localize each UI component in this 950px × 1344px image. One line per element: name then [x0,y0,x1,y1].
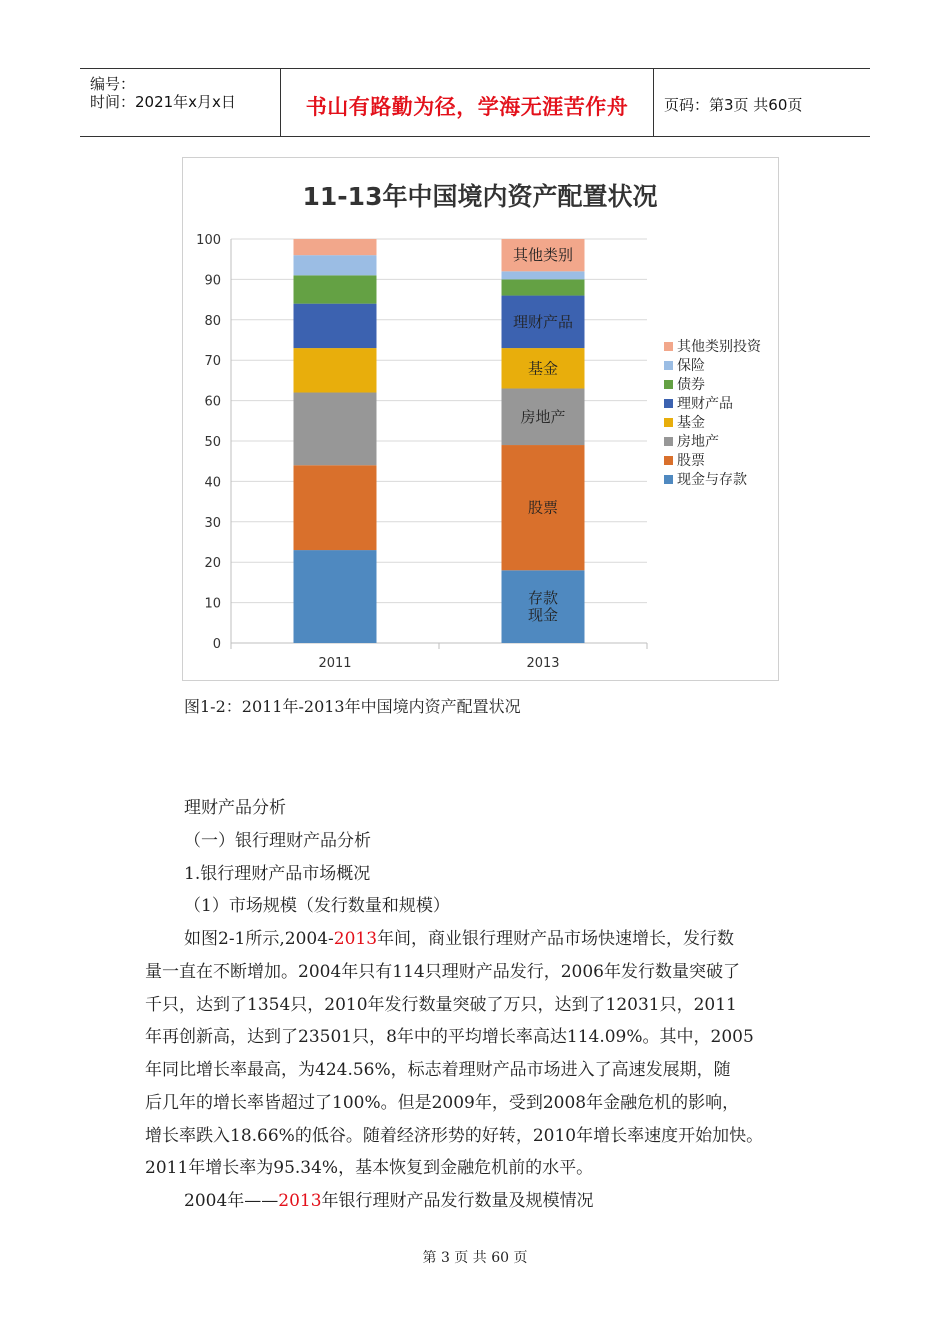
paragraph-line-first [184,924,734,949]
bar-segment-label: 其他类别 [512,246,574,265]
heading-market-scale: （1）市场规模（发行数量和规模） [184,896,450,916]
paragraph-line: 年同比增长率最高，为424.56%，标志着理财产品市场进入了高速发展期，随 [145,1060,731,1080]
y-tick-label: 10 [204,596,221,612]
x-tick-label: 2011 [318,656,352,671]
bar-segment [294,550,377,643]
bar-segment-label: 存款 [527,589,559,608]
y-tick-label: 0 [212,637,221,652]
paragraph-line-first-b: 年间，商业银行理财产品市场快速增长，发行数 [377,929,735,949]
bar-segment-label: 基金 [527,359,559,378]
paragraph-line: 量一直在不断增加。2004年只有114只理财产品发行，2006年发行数量突破了 [145,962,740,982]
paragraph-line: 千只，达到了1354只，2010年发行数量突破了万只，达到了12031只，2011 [145,995,737,1015]
legend-swatch [664,456,673,465]
y-tick-label: 80 [204,313,221,329]
legend-swatch [664,380,673,389]
legend-label: 股票 [677,453,705,469]
legend-swatch [664,418,673,427]
legend-label: 债券 [677,377,705,393]
legend-label: 基金 [677,415,705,431]
legend-swatch [664,399,673,408]
legend-label: 保险 [677,358,705,374]
bar-segment [294,239,377,255]
heading-bank-products: （一）银行理财产品分析 [184,831,371,851]
heading-market-overview: 1.银行理财产品市场概况 [184,864,371,884]
paragraph-line: 2011年增长率为95.34%，基本恢复到金融危机前的水平。 [145,1158,594,1178]
y-tick-label: 50 [204,435,221,450]
legend-label: 房地产 [677,434,719,450]
table-heading-b: 年银行理财产品发行数量及规模情况 [321,1191,594,1211]
bar-segment [502,271,585,279]
paragraph-line: 后几年的增长率皆超过了100%。但是2009年，受到2008年金融危机的影响， [145,1093,740,1113]
y-tick-label: 40 [204,475,221,491]
legend-swatch [664,475,673,484]
y-tick-label: 100 [196,233,221,248]
paragraph-line: 年再创新高，达到了23501只，8年中的平均增长率高达114.09%。其中，2005 [145,1027,754,1047]
y-tick-label: 60 [204,394,221,410]
bar-segment-label: 理财产品 [512,312,574,331]
bar-segment [294,348,377,392]
header-meta-cell [80,69,281,136]
document-number-label: 编号： [90,75,136,93]
legend-label: 其他类别投资 [677,339,761,355]
bar-segment [294,304,377,348]
y-tick-label: 30 [204,515,221,531]
chart-svg [183,158,778,680]
legend-swatch [664,361,673,370]
legend-swatch [664,342,673,351]
legend-swatch [664,437,673,446]
header-motto: 书山有路勤为径，学海无涯苦作舟 [305,94,629,119]
legend-label: 理财产品 [677,396,733,412]
y-tick-label: 90 [204,273,221,289]
header-page-cell [654,69,870,136]
paragraph-line: 增长率跌入18.66%的低谷。随着经济形势的好转，2010年增长率速度开始加快。 [145,1126,764,1146]
page-header [80,68,870,137]
bar-segment [294,393,377,466]
chart-title: 11-13年中国境内资产配置状况 [302,182,658,211]
table-heading [184,1186,594,1211]
y-tick-label: 20 [204,556,221,572]
header-page-info: 页码：第3页 共60页 [664,96,803,114]
asset-allocation-chart [182,157,779,681]
table-heading-red: 2013 [278,1191,322,1211]
legend-label: 现金与存款 [677,472,747,488]
bar-segment [294,465,377,550]
x-tick-label: 2013 [526,656,560,671]
paragraph-line-first-red: 2013 [333,929,378,949]
table-heading-a: 2004年—— [184,1191,279,1211]
bar-segment-label: 房地产 [520,407,566,426]
bar-segment [294,275,377,303]
bar-segment [294,255,377,275]
y-tick-label: 70 [204,354,221,370]
bar-segment [502,279,585,295]
page-footer: 第 3 页 共 60 页 [422,1250,528,1266]
paragraph-line-first-a: 如图2-1所示,2004- [184,929,334,949]
header-motto-cell [281,69,654,136]
bar-segment-label: 股票 [527,498,559,517]
heading-product-analysis: 理财产品分析 [184,798,286,818]
figure-caption: 图1-2：2011年-2013年中国境内资产配置状况 [184,697,521,716]
document-time-label: 时间：2021年x月x日 [90,93,236,111]
bar-segment-label: 现金 [527,606,559,625]
